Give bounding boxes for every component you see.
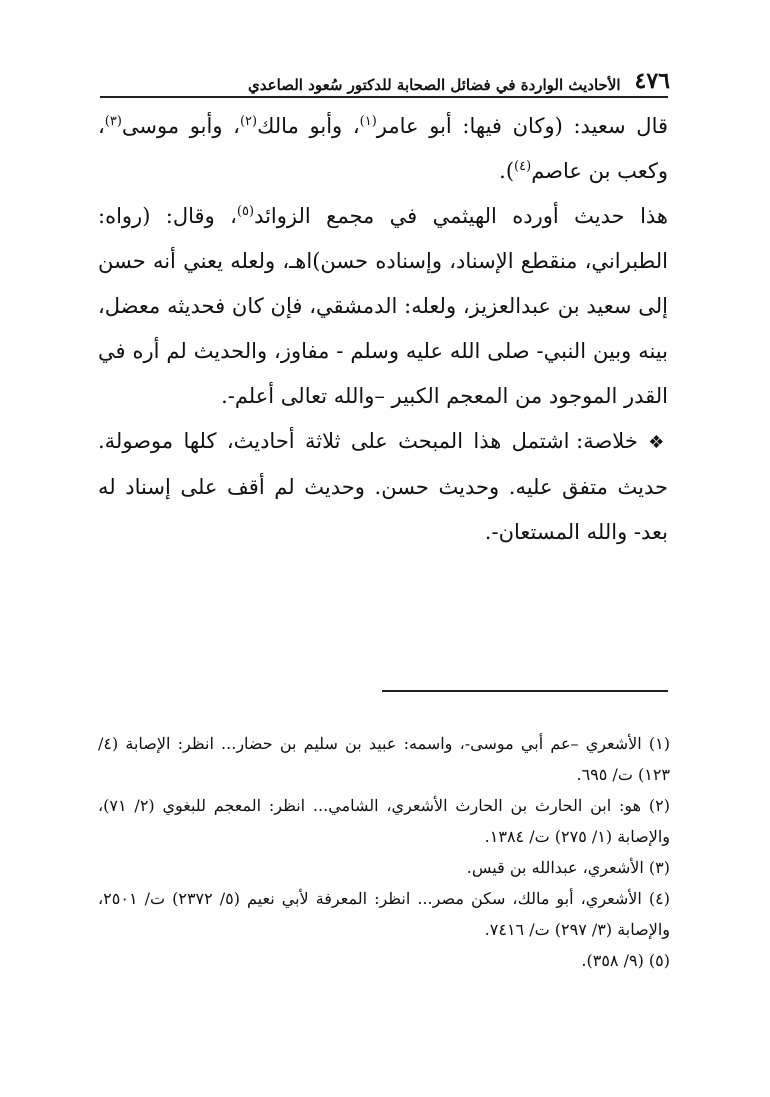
text-run: هذا حديث أورده الهيثمي في مجمع الزوائد — [254, 204, 668, 228]
footnote-ref: (٢) — [239, 114, 258, 129]
header-rule — [100, 96, 668, 98]
paragraph-quote — [98, 104, 668, 194]
paragraph-summary — [98, 419, 668, 555]
footnote-ref: (٣) — [104, 114, 122, 129]
footnote-5: (٥) (٩/ ٣٥٨). — [581, 951, 670, 970]
footnote-separator — [382, 690, 668, 692]
footnote-2: (٢) هو: ابن الحارث بن الحارث الأشعري، الشامي... انظر: المعجم للبغوي (٢/ ٧١)، والإصابة (١/ ٢٧٥) ت/ ١٣٨٤. — [98, 796, 671, 846]
text-run: قال سعيد: (وكان فيها: أبو عامر — [376, 114, 669, 138]
running-title: الأحاديث الواردة في فضائل الصحابة للدكتور سُعود الصاعدي — [248, 76, 621, 94]
page-header — [100, 58, 670, 94]
footnote-ref: (٤) — [514, 159, 532, 174]
footnote-3: (٣) الأشعري، عبدالله بن قيس. — [466, 858, 670, 877]
text-run: ). — [499, 159, 515, 183]
page-number: ٤٧٦ — [634, 68, 670, 94]
main-text — [98, 104, 668, 555]
text-run: ، وقال: (رواه: الطبراني، منقطع الإسناد، وإسناده حسن)اهـ، ولعله يعني أنه حسن إلى سعيد بن عبدالعزيز، ولعله: الدمشقي، فإن كان فحديثه معضل، بينه وبين النبي- صلى الله عليه وسلم - مفاوز، والحديث لم أره في القدر الموجود من المعجم الكبير –والله تعالى أعلم-. — [98, 204, 668, 408]
text-run: ، وأبو مالك — [257, 114, 360, 138]
footnote-1: (١) الأشعري –عم أبي موسى-، واسمه: عبيد بن سليم بن حضار... انظر: الإصابة (٤/ ١٢٣) ت/ ٦٩٥. — [98, 734, 671, 784]
text-run: ، وكعب بن عاصم — [98, 114, 668, 183]
footnote-ref: (٥) — [236, 204, 255, 219]
text-run: خلاصة: اشتمل هذا المبحث على ثلاثة أحاديث، كلها موصولة. حديث متفق عليه. وحديث حسن. وحديث لم أقف على إسناد له بعد- والله المستعان-. — [98, 429, 668, 544]
footnote-ref: (١) — [359, 114, 377, 129]
text-run: ، وأبو موسى — [121, 114, 240, 138]
footnotes — [98, 728, 670, 976]
paragraph-commentary — [98, 194, 668, 419]
footnote-4: (٤) الأشعري، أبو مالك، سكن مصر... انظر: المعرفة لأبي نعيم (٥/ ٢٣٧٢) ت/ ٢٥٠١، والإصابة (٣/ ٢٩٧) ت/ ٧٤١٦. — [98, 889, 670, 939]
diamond-bullet-icon: ❖ — [648, 432, 668, 453]
